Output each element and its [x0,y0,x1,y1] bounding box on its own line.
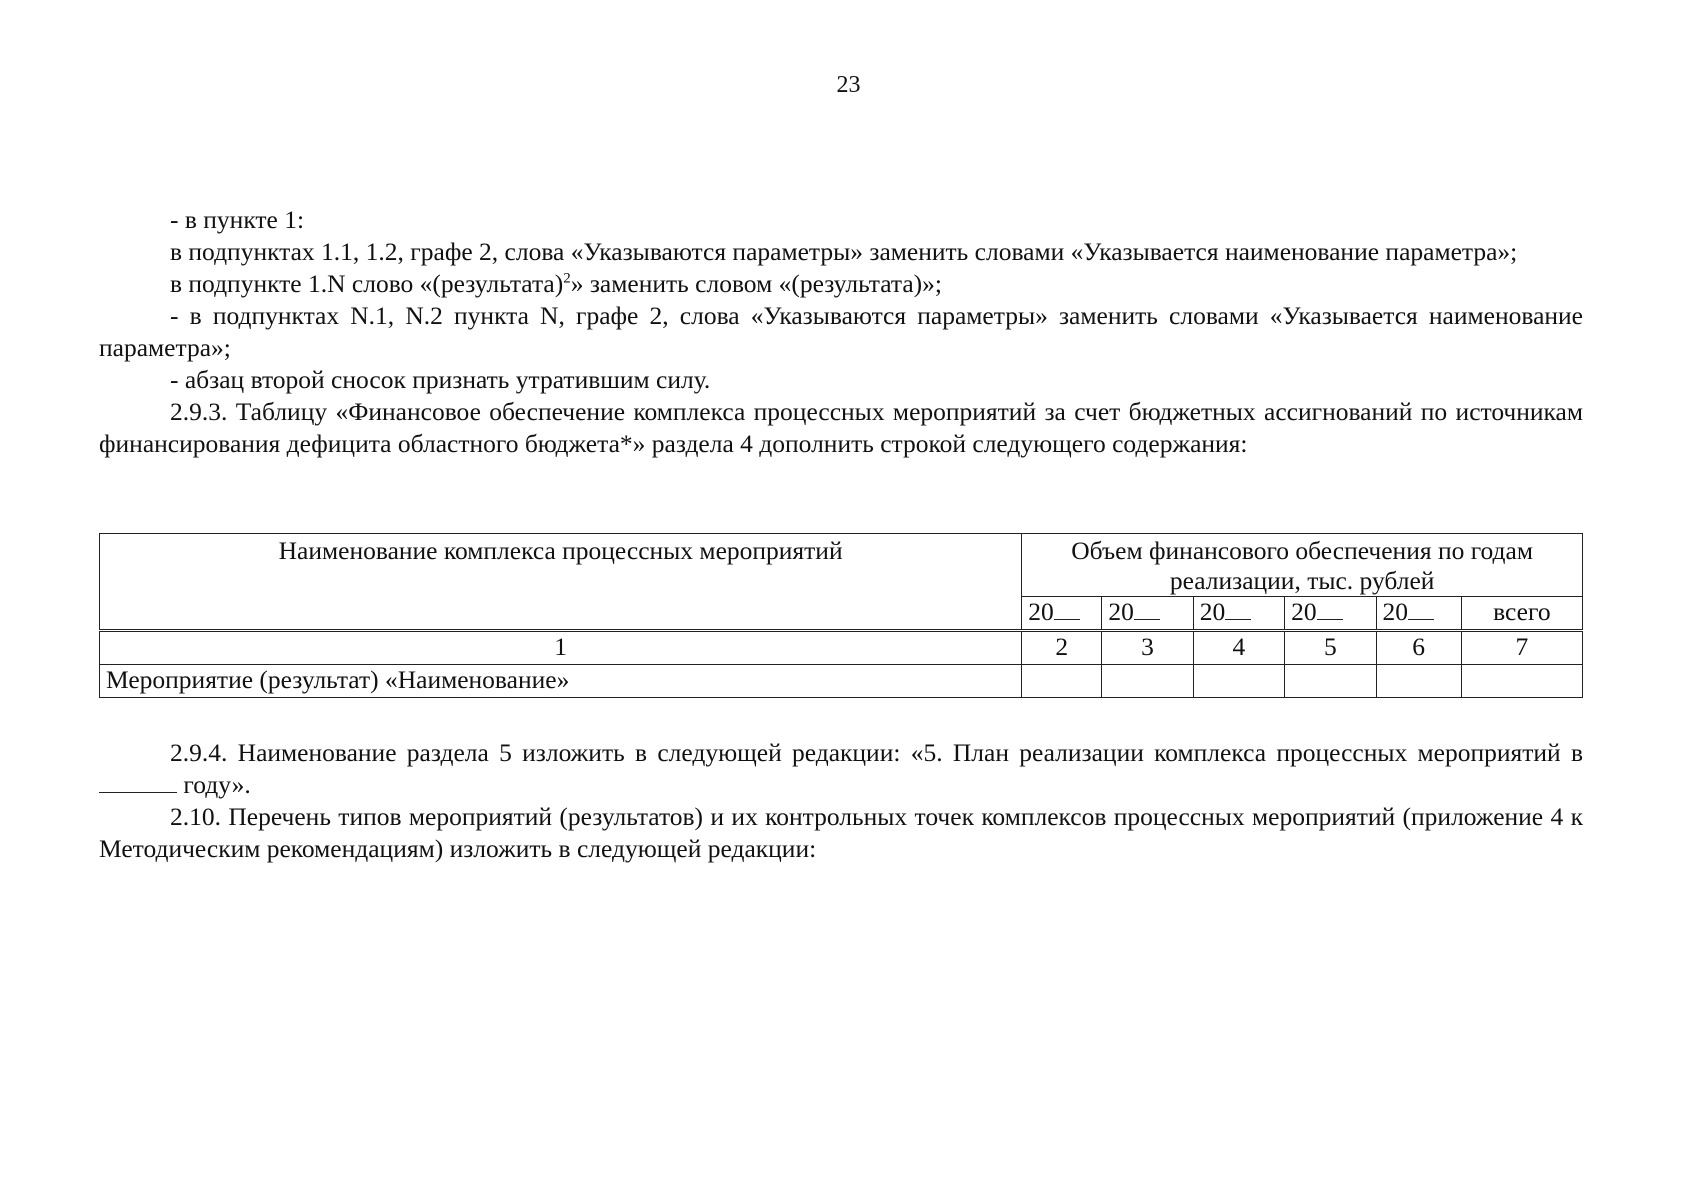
paragraph: 2.10. Перечень типов мероприятий (результатов) и их контрольных точек комплексов процессных мероприятий (приложение 4 к Методическим рекомендациям) изложить в следующей редакции: [99,802,1583,863]
year-blank [99,770,177,793]
paragraph: - абзац второй сносок признать утратившим силу. [170,365,711,394]
year-blank [1225,597,1251,620]
footnote-ref: 2 [563,270,571,287]
table-cell [1193,665,1284,698]
table-cell [1022,665,1102,698]
year-blank [1054,597,1080,620]
paragraph: в подпунктах 1.1, 1.2, графе 2, слова «Указываются параметры» заменить словами «Указывается наименование параметра»; [170,237,1518,266]
column-number: 6 [1376,631,1461,665]
paragraph: - в подпунктах N.1, N.2 пункта N, графе 2, слова «Указываются параметры» заменить словами «Указывается наименование параметра»; [99,301,1583,362]
year-prefix: 20 [1108,597,1134,626]
year-blank [1408,597,1434,620]
year-prefix: 20 [1382,597,1409,626]
row-label: Мероприятие (результат) «Наименование» [100,665,1022,698]
paragraph [99,268,1583,300]
table-header-year [1376,597,1461,631]
table-header-name: Наименование комплекса процессных мероприятий [100,534,1022,631]
table-cell [1285,665,1376,698]
column-number: 4 [1193,631,1284,665]
table-cell [1376,665,1461,698]
column-number: 1 [100,631,1022,665]
paragraph-text: » заменить словом «(результата)»; [570,269,942,298]
table-row [100,665,1583,698]
table-header-year [1193,597,1284,631]
column-number: 2 [1022,631,1102,665]
paragraph: 2.9.3. Таблицу «Финансовое обеспечение комплекса процессных мероприятий за счет бюджетных ассигнований по источникам финансирования дефицита областного бюджета*» раздела 4 дополнить строкой следующего содержания: [99,397,1583,458]
table-header-total: всего [1461,597,1582,631]
page-number: 23 [836,72,861,98]
financing-table [99,533,1583,698]
year-prefix: 20 [1291,597,1317,626]
paragraph-text: в подпункте 1.N слово «(результата) [170,269,564,298]
column-number: 7 [1461,631,1582,665]
paragraph-text: 2.9.4. Наименование раздела 5 изложить в следующей редакции: «5. План реализации комплекса процессных мероприятий в [170,738,1583,767]
column-number: 5 [1285,631,1376,665]
paragraph-text: году». [183,770,251,799]
table-header-volume: Объем финансового обеспечения по годам реализации, тыс. рублей [1022,534,1583,597]
table-cell [1461,665,1582,698]
year-prefix: 20 [1199,597,1226,626]
year-blank [1317,597,1343,620]
paragraph [99,737,1583,801]
column-number-row [100,631,1583,665]
column-number: 3 [1102,631,1193,665]
table-header-year [1022,597,1102,631]
paragraph: - в пункте 1: [170,205,305,234]
table-header-year [1102,597,1193,631]
closing-text [99,737,1583,865]
year-prefix: 20 [1028,597,1054,626]
intro-text [99,204,1583,460]
table-header-year [1285,597,1376,631]
table-cell [1102,665,1193,698]
year-blank [1134,597,1160,620]
